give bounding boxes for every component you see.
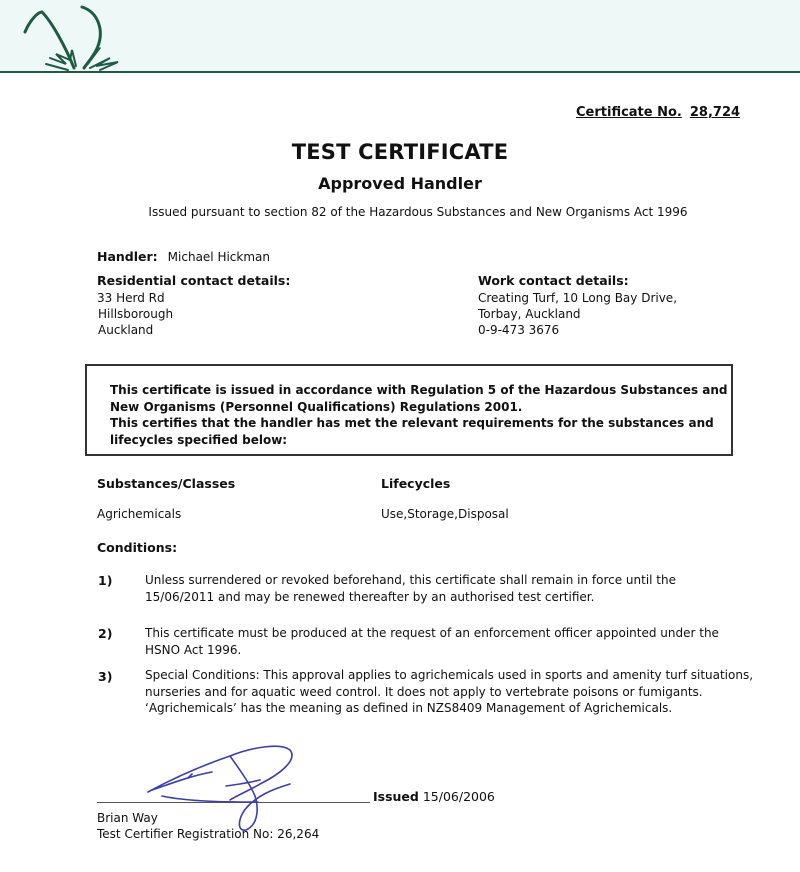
residential-line: 33 Herd Rd bbox=[97, 291, 165, 305]
document-title: TEST CERTIFICATE bbox=[291, 140, 509, 164]
handwritten-signature-icon bbox=[140, 740, 310, 840]
residential-line: Auckland bbox=[98, 323, 154, 337]
issued-date: 15/06/2006 bbox=[422, 789, 495, 804]
work-address bbox=[478, 290, 677, 338]
residential-contact-heading: Residential contact details: bbox=[97, 273, 291, 288]
regulation-statement bbox=[110, 382, 740, 448]
header-rule bbox=[0, 71, 800, 73]
regulation-line: New Organisms (Personnel Qualifications) Regulations 2001. bbox=[110, 399, 523, 414]
condition-number: 1) bbox=[98, 573, 113, 588]
condition-line: This certificate must be produced at the request of an enforcement officer appointed under the bbox=[145, 626, 719, 640]
condition-line: 15/06/2011 and may be renewed thereafter by an authorised test certifier. bbox=[145, 589, 595, 604]
condition-text bbox=[145, 572, 755, 605]
lifecycles-value: Use,Storage,Disposal bbox=[381, 507, 509, 521]
residential-line: Hillsborough bbox=[98, 307, 174, 321]
handler-name: Michael Hickman bbox=[167, 250, 270, 264]
work-line: 0-9-473 3676 bbox=[478, 323, 560, 337]
regulation-line: This certificate is issued in accordance with Regulation 5 of the Hazardous Substances and bbox=[110, 383, 728, 397]
condition-line: Unless surrendered or revoked beforehand, this certificate shall remain in force until the bbox=[145, 573, 676, 587]
condition-line: ‘Agrichemicals’ has the meaning as defined in NZS8409 Management of Agrichemicals. bbox=[145, 701, 673, 715]
certificate-number-label: Certificate No. bbox=[576, 105, 682, 120]
condition-number: 2) bbox=[98, 626, 113, 641]
condition-text bbox=[145, 667, 755, 717]
document-subtitle: Approved Handler bbox=[318, 174, 482, 193]
work-contact-heading: Work contact details: bbox=[478, 273, 629, 288]
regulation-line: lifecycles specified below: bbox=[110, 432, 288, 447]
conditions-heading: Conditions: bbox=[97, 540, 178, 555]
certifier-registration: Test Certifier Registration No: 26,264 bbox=[97, 827, 320, 841]
grass-tuft-logo-icon bbox=[0, 0, 140, 73]
work-line: Creating Turf, 10 Long Bay Drive, bbox=[478, 291, 678, 305]
substances-value: Agrichemicals bbox=[97, 507, 182, 521]
condition-line: nurseries and for aquatic weed control. It does not apply to vertebrate poisons or fumigants. bbox=[145, 684, 703, 699]
condition-number: 3) bbox=[98, 669, 113, 684]
certificate-number bbox=[576, 105, 740, 120]
issued-date-field bbox=[373, 789, 495, 804]
condition-text bbox=[145, 625, 755, 658]
work-line: Torbay, Auckland bbox=[478, 307, 581, 321]
lifecycles-heading: Lifecycles bbox=[381, 476, 451, 491]
condition-line: HSNO Act 1996. bbox=[145, 642, 242, 657]
signer-name: Brian Way bbox=[97, 811, 158, 825]
issued-label: Issued bbox=[373, 789, 419, 804]
condition-line: Special Conditions: This approval applies to agrichemicals used in sports and amenity turf situations, bbox=[145, 668, 754, 682]
handler-field bbox=[97, 249, 270, 264]
handler-label: Handler: bbox=[97, 249, 158, 264]
certificate-number-value: 28,724 bbox=[689, 105, 741, 120]
residential-address bbox=[97, 290, 173, 338]
regulation-line: This certifies that the handler has met the relevant requirements for the substances and bbox=[110, 416, 714, 430]
pursuant-statement: Issued pursuant to section 82 of the Hazardous Substances and New Organisms Act 1996 bbox=[148, 205, 688, 219]
substances-heading: Substances/Classes bbox=[97, 476, 236, 491]
